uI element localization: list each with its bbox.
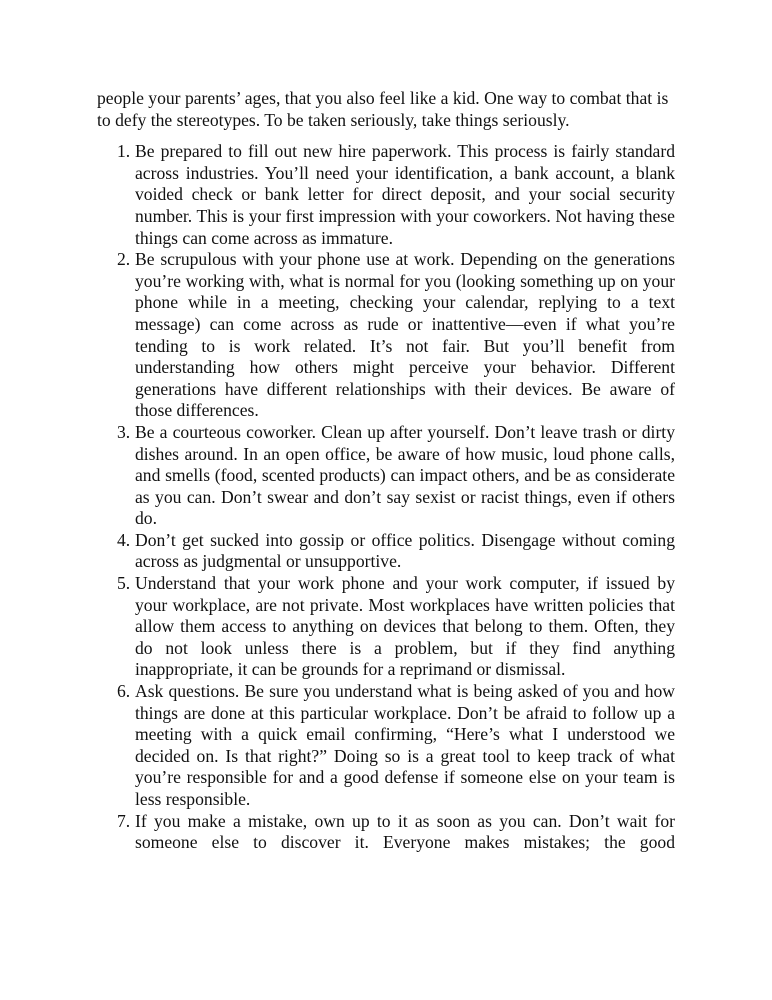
list-item-number: 4. [117,529,131,550]
list-item-text: Be scrupulous with your phone use at work. Depending on the generations you’re working with, what is normal for you (looking something up on your phone while in a meeting, checking your calendar, replying to a text message) can come across as rude or inattentive—even if what you’re tending to is work related. It’s not fair. But you’ll benefit from understanding how others might perceive your behavior. Different generations have different relationships with their devices. Be aware of those differences. [135,249,675,421]
list-item-number: 1. [117,141,131,162]
list-item-number: 6. [117,681,131,702]
list-item [97,811,675,854]
list-item-text: Be prepared to fill out new hire paperwork. This process is fairly standard across industries. You’ll need your identification, a bank account, a blank voided check or bank letter for direct deposit, and your social security number. This is your first impression with your coworkers. Not having these things can come across as immature. [135,141,675,248]
list-item [97,249,675,422]
list-item [97,141,675,249]
list-item [97,573,675,681]
list-item-number: 5. [117,573,131,594]
document-page [97,88,675,854]
list-item-text: Be a courteous coworker. Clean up after yourself. Don’t leave trash or dirty dishes around. In an open office, be aware of how music, loud phone calls, and smells (food, scented products) can impact others, and be as considerate as you can. Don’t swear and don’t say sexist or racist things, even if others do. [135,421,675,529]
list-item-text: Ask questions. Be sure you understand what is being asked of you and how things are done at this particular workplace. Don’t be afraid to follow up a meeting with a quick email confirming, “Here’s what I understood we decided on. Is that right?” Doing so is a great tool to keep track of what you’re responsible for and a good defense if someone else on your team is less responsible. [135,681,675,809]
tips-list [97,141,675,854]
list-item-text: Understand that your work phone and your work computer, if issued by your workplace, are not private. Most workplaces have written policies that allow them access to anything on devices that belong to them. Often, they do not look unless there is a problem, but if they find anything inappropriate, it can be grounds for a reprimand or dismissal. [135,573,675,680]
list-item [97,422,675,530]
list-item-text: Don’t get sucked into gossip or office politics. Disengage without coming across as judgmental or unsupportive. [135,529,675,572]
list-item [97,530,675,573]
intro-paragraph: people your parents’ ages, that you also feel like a kid. One way to combat that is to defy the stereotypes. To be taken seriously, take things seriously. [97,88,669,130]
list-item [97,681,675,811]
list-item-number: 2. [117,249,131,270]
list-item-number: 7. [117,810,131,831]
list-item-text: If you make a mistake, own up to it as soon as you can. Don’t wait for someone else to discover it. Everyone makes mistakes; the good [135,810,675,853]
list-item-number: 3. [117,421,131,442]
